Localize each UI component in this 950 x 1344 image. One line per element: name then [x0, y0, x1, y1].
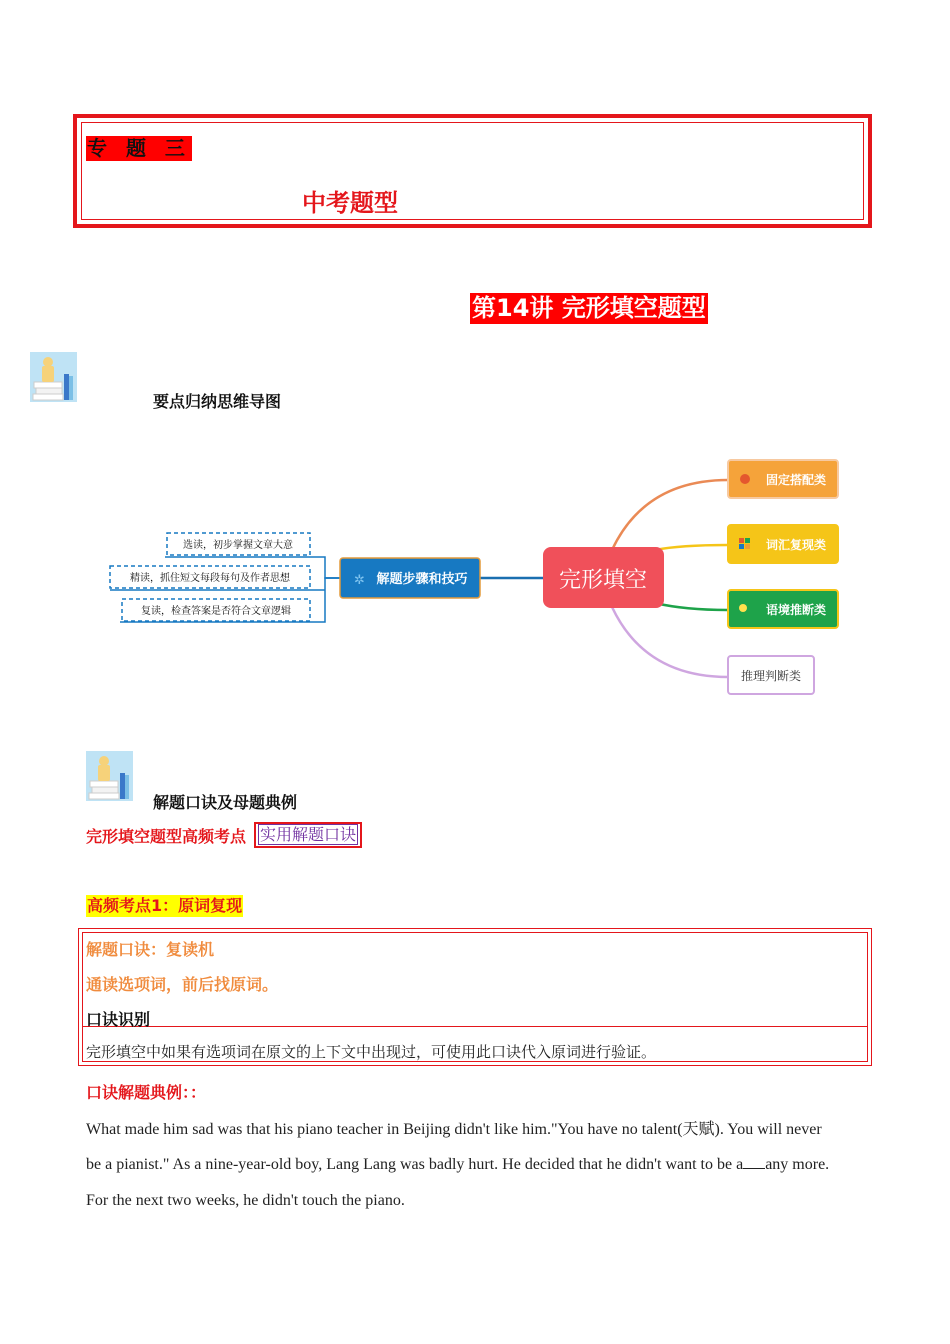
keypoint-title: 高频考点1：原词复现	[87, 896, 243, 915]
books-icon	[86, 751, 133, 801]
category-label: 推理判断类	[740, 669, 802, 683]
rhyme-body: 通读选项词，前后找原词。	[86, 975, 279, 994]
blank-underline	[743, 1154, 765, 1169]
rhyme-title: 解题口诀：复读机	[86, 940, 215, 959]
example-line-2	[86, 1154, 876, 1174]
step-1-label: 选读，初步掌握文章大意	[183, 540, 293, 551]
step-box-3	[122, 599, 310, 621]
step-2-label: 精读，抓住短文每段每句及作者思想	[130, 573, 290, 584]
gear-icon: ✲	[354, 573, 365, 588]
subtitle-text: 完形填空题型高频考点	[86, 827, 247, 846]
category-vocab-recurrence	[728, 525, 838, 563]
example-title: 口诀解题典例：：	[86, 1083, 207, 1102]
exam-type-title: 中考题型	[302, 189, 398, 217]
lecture-title: 第14讲 完形填空题型	[472, 294, 706, 322]
recognition-body: 完形填空中如果有选项词在原文的上下文中出现过，可使用此口诀代入原词进行验证。	[86, 1043, 657, 1061]
topic-label: 专 题 三	[87, 136, 191, 160]
example-line-2a: be a pianist." As a nine-year-old boy, Lang Lang was badly hurt. He decided that he didn't want to be a	[86, 1156, 744, 1173]
connector-infer	[612, 607, 728, 677]
connector-fixed	[612, 480, 728, 550]
recognition-title: 口诀识别	[86, 1010, 151, 1029]
connector-vocab	[655, 545, 728, 550]
section-heading-mindmap: 要点归纳思维导图	[153, 392, 282, 411]
center-node	[543, 547, 664, 608]
connector-context	[655, 603, 728, 610]
category-context-inference	[728, 590, 838, 628]
books-icon	[30, 352, 77, 402]
category-reasoning-judgment	[728, 656, 814, 694]
category-label: 语境推断类	[765, 603, 827, 617]
step-box-2	[110, 566, 310, 588]
example-line-1: What made him sad was that his piano teacher in Beijing didn't like him."You have no talent(天赋). You will never	[86, 1121, 822, 1138]
section-heading-tips: 解题口诀及母题典例	[153, 793, 298, 812]
category-fixed-collocation	[728, 460, 838, 498]
mindmap	[100, 455, 860, 705]
subtitle-tag: 实用解题口诀	[254, 822, 362, 848]
branch-node-steps	[340, 558, 480, 598]
category-label: 固定搭配类	[765, 473, 827, 487]
category-label: 词汇复现类	[765, 538, 827, 552]
step-3-label: 复读，检查答案是否符合文章逻辑	[141, 606, 291, 617]
example-line-3: For the next two weeks, he didn't touch the piano.	[86, 1192, 405, 1209]
topic-header-box	[73, 114, 872, 228]
example-line-2b: any more.	[765, 1156, 830, 1173]
center-node-label: 完形填空	[558, 568, 648, 593]
branch-node-label: 解题步骤和技巧	[376, 572, 468, 587]
step-box-1	[167, 533, 310, 555]
